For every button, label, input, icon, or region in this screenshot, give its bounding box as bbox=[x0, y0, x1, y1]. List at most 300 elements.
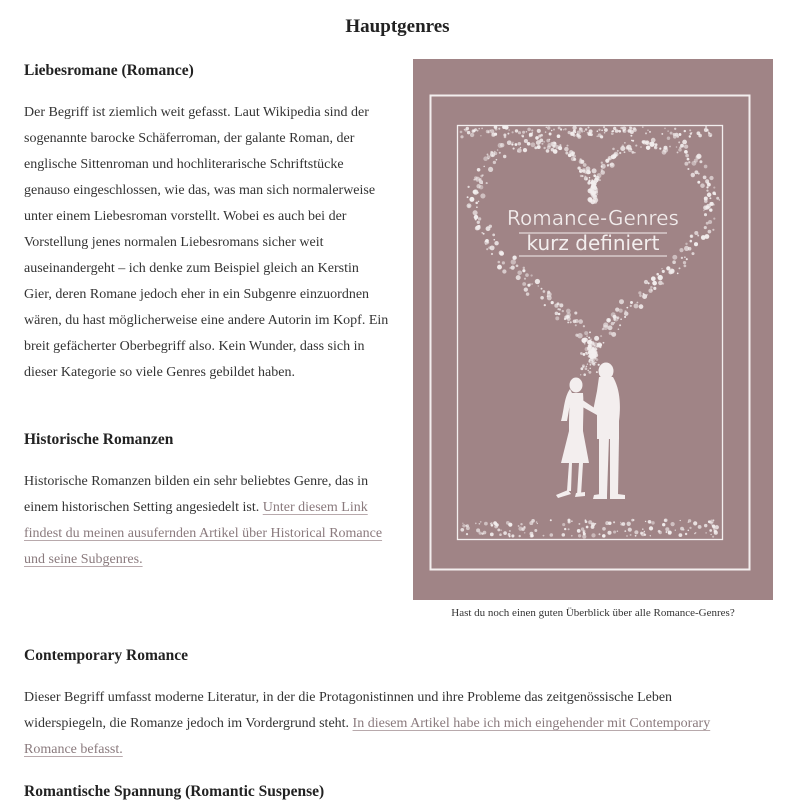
star-dot bbox=[581, 338, 586, 343]
star-dot bbox=[640, 533, 642, 535]
star-dot bbox=[704, 128, 708, 132]
star-dot bbox=[518, 525, 520, 527]
star-dot bbox=[622, 126, 626, 130]
star-dot bbox=[603, 342, 605, 344]
star-dot bbox=[523, 267, 525, 269]
star-dot bbox=[634, 304, 639, 309]
star-dot bbox=[537, 285, 539, 287]
star-dot bbox=[613, 521, 615, 523]
star-dot bbox=[588, 337, 590, 339]
star-dot bbox=[677, 273, 679, 275]
star-dot bbox=[553, 129, 555, 131]
star-dot bbox=[653, 287, 656, 290]
star-dot bbox=[479, 523, 481, 525]
star-dot bbox=[596, 345, 598, 347]
star-dot bbox=[703, 210, 704, 211]
star-dot bbox=[668, 531, 672, 535]
star-dot bbox=[566, 309, 571, 314]
star-dot bbox=[679, 533, 683, 537]
star-dot bbox=[586, 170, 590, 174]
star-dot bbox=[710, 135, 712, 137]
cover-title-line-1: Romance-Genres bbox=[507, 206, 679, 230]
star-dot bbox=[680, 527, 684, 531]
star-dot bbox=[678, 133, 681, 136]
star-dot bbox=[531, 283, 532, 284]
star-dot bbox=[603, 126, 605, 128]
star-dot bbox=[658, 530, 661, 533]
star-dot bbox=[496, 159, 498, 161]
star-dot bbox=[608, 325, 613, 330]
star-dot bbox=[583, 532, 586, 535]
star-dot bbox=[690, 240, 693, 243]
star-dot bbox=[686, 258, 688, 260]
star-dot bbox=[575, 324, 577, 326]
star-dot bbox=[606, 318, 611, 323]
star-dot bbox=[712, 229, 714, 231]
star-dot bbox=[512, 256, 516, 260]
page-title: Hauptgenres bbox=[345, 16, 450, 37]
star-dot bbox=[630, 534, 632, 536]
star-dot bbox=[583, 353, 586, 356]
star-dot bbox=[648, 289, 652, 293]
star-dot bbox=[489, 130, 491, 132]
star-dot bbox=[630, 135, 632, 137]
star-dot bbox=[503, 133, 506, 136]
star-dot bbox=[628, 528, 632, 532]
star-dot bbox=[611, 332, 616, 337]
star-dot bbox=[704, 165, 708, 169]
star-dot bbox=[611, 154, 616, 159]
star-dot bbox=[646, 294, 647, 295]
star-dot bbox=[675, 530, 676, 531]
star-dot bbox=[716, 197, 719, 200]
star-dot bbox=[650, 535, 651, 536]
star-dot bbox=[580, 374, 581, 375]
star-dot bbox=[562, 533, 566, 537]
section-body-contemporary bbox=[24, 685, 744, 763]
star-dot bbox=[484, 522, 488, 526]
star-dot bbox=[474, 215, 479, 220]
star-dot bbox=[684, 144, 688, 148]
star-dot bbox=[540, 134, 543, 137]
star-dot bbox=[480, 135, 481, 136]
star-dot bbox=[589, 368, 590, 369]
star-dot bbox=[585, 367, 588, 370]
star-dot bbox=[465, 525, 467, 527]
star-dot bbox=[709, 529, 712, 532]
star-dot bbox=[664, 518, 668, 522]
star-dot bbox=[599, 346, 601, 348]
star-dot bbox=[574, 311, 577, 314]
star-dot bbox=[648, 520, 652, 524]
star-dot bbox=[570, 321, 572, 323]
star-dot bbox=[585, 352, 587, 354]
star-dot bbox=[478, 201, 480, 203]
star-dot bbox=[588, 180, 590, 182]
star-dot bbox=[511, 259, 516, 264]
star-dot bbox=[588, 371, 591, 374]
star-dot bbox=[502, 269, 506, 273]
star-dot bbox=[647, 130, 648, 131]
star-dot bbox=[620, 127, 621, 128]
star-dot bbox=[705, 126, 707, 128]
star-dot bbox=[516, 264, 519, 267]
star-dot bbox=[691, 161, 696, 166]
star-dot bbox=[670, 522, 674, 526]
star-dot bbox=[699, 160, 702, 163]
star-dot bbox=[539, 138, 543, 142]
star-dot bbox=[697, 131, 701, 135]
star-dot bbox=[714, 193, 716, 195]
star-dot bbox=[585, 520, 588, 523]
star-dot bbox=[491, 253, 493, 255]
star-dot bbox=[658, 275, 663, 280]
star-dot bbox=[534, 529, 537, 532]
star-dot bbox=[630, 148, 632, 150]
star-dot bbox=[677, 135, 680, 138]
star-dot bbox=[676, 146, 678, 148]
star-dot bbox=[631, 519, 634, 522]
star-dot bbox=[502, 261, 505, 264]
star-dot bbox=[684, 265, 687, 268]
star-dot bbox=[687, 168, 689, 170]
star-dot bbox=[619, 299, 624, 304]
star-dot bbox=[583, 163, 587, 167]
star-dot bbox=[601, 129, 603, 131]
star-dot bbox=[467, 203, 472, 208]
star-dot bbox=[541, 143, 543, 145]
star-dot bbox=[642, 126, 644, 128]
star-dot bbox=[511, 266, 515, 270]
star-dot bbox=[523, 148, 527, 152]
star-dot bbox=[466, 533, 468, 535]
star-dot bbox=[547, 126, 550, 129]
star-dot bbox=[664, 128, 666, 130]
star-dot bbox=[635, 145, 637, 147]
star-dot bbox=[691, 252, 694, 255]
star-dot bbox=[698, 525, 702, 529]
star-dot bbox=[591, 179, 593, 181]
star-dot bbox=[467, 186, 469, 188]
star-dot bbox=[642, 140, 646, 144]
star-dot bbox=[494, 241, 498, 245]
star-dot bbox=[715, 525, 719, 529]
star-dot bbox=[535, 279, 540, 284]
star-dot bbox=[591, 190, 595, 194]
star-dot bbox=[590, 187, 592, 189]
star-dot bbox=[684, 162, 688, 166]
star-dot bbox=[624, 316, 626, 318]
star-dot bbox=[706, 189, 708, 191]
star-dot bbox=[618, 328, 620, 330]
star-dot bbox=[526, 292, 529, 295]
star-dot bbox=[543, 141, 545, 143]
star-dot bbox=[519, 535, 521, 537]
star-dot bbox=[656, 273, 659, 276]
star-dot bbox=[658, 281, 663, 286]
star-dot bbox=[608, 522, 611, 525]
star-dot bbox=[587, 181, 591, 185]
star-dot bbox=[558, 313, 561, 316]
star-dot bbox=[575, 132, 576, 133]
star-dot bbox=[543, 290, 546, 293]
star-dot bbox=[612, 148, 615, 151]
star-dot bbox=[704, 199, 708, 203]
star-dot bbox=[624, 310, 626, 312]
star-dot bbox=[524, 278, 526, 280]
star-dot bbox=[580, 352, 583, 355]
star-dot bbox=[667, 130, 668, 131]
star-dot bbox=[601, 164, 606, 169]
star-dot bbox=[619, 324, 621, 326]
star-dot bbox=[603, 322, 608, 327]
star-dot bbox=[475, 523, 477, 525]
star-dot bbox=[500, 529, 502, 531]
contemporary-romance-article-link[interactable]: In diesem Artikel habe ich mich eingehender mit Contemporary Romance befasst. bbox=[24, 716, 711, 757]
star-dot bbox=[713, 528, 715, 530]
star-dot bbox=[583, 325, 585, 327]
star-dot bbox=[476, 206, 478, 208]
star-dot bbox=[610, 162, 614, 166]
star-dot bbox=[580, 367, 583, 370]
star-dot bbox=[464, 129, 466, 131]
star-dot bbox=[584, 130, 585, 131]
star-dot bbox=[620, 522, 621, 523]
section-heading-romantic-suspense: Romantische Spannung (Romantic Suspense) bbox=[24, 783, 325, 800]
star-dot bbox=[562, 523, 565, 526]
star-dot bbox=[611, 322, 615, 326]
star-dot bbox=[513, 148, 515, 150]
section-body-romance: Der Begriff ist ziemlich weit gefasst. Laut Wikipedia sind der sogenannte barocke Schäferroman, der galante Roman, der englische Sittenroman und hochliterarische Schriftstücke genauso eingeschlossen, wie das, was man sich normalerweise unter einem Liebesroman vorstellt. Wobei es auch bei der Vorstellung jenes normalen Liebesromans sicher weit auseinandergeht – ich denke zum Beispiel gleich an Kerstin Gier, deren Romane jedoch eher in ein Subgenre einzuordnen wären, du hast möglicherweise eine andere Autorin im Kopf. Ein breit gefächerter Oberbegriff also. Kein Wunder, dass sich in dieser Kategorie so viele Genres gebildet haben. bbox=[24, 105, 389, 380]
star-dot bbox=[587, 197, 592, 202]
star-dot bbox=[631, 151, 634, 154]
star-dot bbox=[650, 286, 653, 289]
star-dot bbox=[697, 235, 699, 237]
star-dot bbox=[564, 528, 566, 530]
star-dot bbox=[634, 152, 636, 154]
star-dot bbox=[559, 308, 561, 310]
star-dot bbox=[598, 129, 600, 131]
star-dot bbox=[646, 145, 651, 150]
star-dot bbox=[486, 226, 491, 231]
star-dot bbox=[684, 130, 686, 132]
star-dot bbox=[651, 521, 654, 524]
star-dot bbox=[683, 261, 686, 264]
star-dot bbox=[524, 532, 526, 534]
star-dot bbox=[705, 532, 707, 534]
star-dot bbox=[705, 179, 709, 183]
star-dot bbox=[600, 170, 605, 175]
star-dot bbox=[563, 129, 564, 130]
star-dot bbox=[537, 145, 541, 149]
star-dot bbox=[596, 371, 598, 373]
star-dot bbox=[598, 364, 600, 366]
star-dot bbox=[545, 131, 546, 132]
star-dot bbox=[701, 235, 706, 240]
star-dot bbox=[466, 526, 470, 530]
star-dot bbox=[575, 334, 578, 337]
star-dot bbox=[691, 173, 695, 177]
star-dot bbox=[478, 225, 481, 228]
star-dot bbox=[591, 533, 595, 537]
star-dot bbox=[567, 317, 571, 321]
star-dot bbox=[596, 182, 597, 183]
star-dot bbox=[608, 158, 610, 160]
star-dot bbox=[681, 257, 683, 259]
star-dot bbox=[507, 140, 512, 145]
star-dot bbox=[527, 128, 531, 132]
star-dot bbox=[520, 147, 521, 148]
star-dot bbox=[499, 152, 501, 154]
star-dot bbox=[630, 301, 633, 304]
star-dot bbox=[597, 130, 599, 132]
star-dot bbox=[624, 142, 625, 143]
star-dot bbox=[649, 131, 651, 133]
section-body-contemporary-text: Dieser Begriff umfasst moderne Literatur, in der die Protagonistinnen und ihre Probleme das zeitgenössische Leben widerspiegeln, die Romanze jedoch im Vordergrund steht. bbox=[24, 690, 673, 731]
star-dot bbox=[651, 276, 656, 281]
star-dot bbox=[704, 226, 707, 229]
star-dot bbox=[662, 283, 664, 285]
star-dot bbox=[585, 128, 587, 130]
star-dot bbox=[711, 534, 712, 535]
star-dot bbox=[632, 140, 634, 142]
star-dot bbox=[615, 308, 619, 312]
star-dot bbox=[531, 132, 533, 134]
star-dot bbox=[511, 143, 513, 145]
star-dot bbox=[508, 533, 511, 536]
star-dot bbox=[577, 529, 581, 533]
star-dot bbox=[602, 527, 606, 531]
star-dot bbox=[506, 521, 510, 525]
star-dot bbox=[618, 130, 621, 133]
star-dot bbox=[551, 142, 556, 147]
section-heading-historical: Historische Romanzen bbox=[24, 431, 174, 448]
star-dot bbox=[479, 531, 482, 534]
star-dot bbox=[549, 133, 552, 136]
cover-title-line-2: kurz definiert bbox=[526, 231, 660, 255]
star-dot bbox=[578, 523, 580, 525]
star-dot bbox=[709, 197, 711, 199]
star-dot bbox=[522, 269, 525, 272]
star-dot bbox=[587, 347, 591, 351]
star-dot bbox=[499, 533, 502, 536]
historical-romance-article-link[interactable]: Unter diesem Link findest du meinen ausufernden Artikel über Historical Romance und seine Subgenres. bbox=[24, 500, 383, 567]
star-dot bbox=[634, 530, 638, 534]
star-dot bbox=[586, 178, 588, 180]
star-dot bbox=[537, 129, 541, 133]
star-dot bbox=[639, 304, 644, 309]
star-dot bbox=[706, 186, 708, 188]
star-dot bbox=[661, 268, 662, 269]
star-dot bbox=[530, 142, 535, 147]
star-dot bbox=[493, 239, 495, 241]
star-dot bbox=[493, 521, 497, 525]
star-dot bbox=[635, 535, 637, 537]
star-dot bbox=[518, 142, 521, 145]
star-dot bbox=[594, 349, 596, 351]
star-dot bbox=[687, 529, 689, 531]
section-heading-romance: Liebesromane (Romance) bbox=[24, 62, 194, 79]
star-dot bbox=[685, 154, 689, 158]
star-dot bbox=[619, 152, 621, 154]
star-dot bbox=[481, 232, 483, 234]
star-dot bbox=[604, 128, 608, 132]
star-dot bbox=[480, 175, 483, 178]
star-dot bbox=[588, 520, 592, 524]
star-dot bbox=[460, 131, 463, 134]
section-body-historical bbox=[24, 469, 386, 573]
section-body-historical-text: Historische Romanzen bilden ein sehr beliebtes Genre, das in einem historischen Setting angesiedelt ist. bbox=[24, 474, 369, 515]
star-dot bbox=[567, 321, 569, 323]
star-dot bbox=[613, 127, 616, 130]
star-dot bbox=[644, 531, 645, 532]
star-dot bbox=[696, 154, 701, 159]
star-dot bbox=[481, 128, 483, 130]
star-dot bbox=[704, 213, 707, 216]
star-dot bbox=[478, 128, 480, 130]
star-dot bbox=[527, 284, 530, 287]
star-dot bbox=[487, 154, 489, 156]
star-dot bbox=[607, 531, 611, 535]
star-dot bbox=[690, 133, 692, 135]
star-dot bbox=[687, 158, 690, 161]
star-dot bbox=[568, 153, 572, 157]
star-dot bbox=[535, 136, 539, 140]
star-dot bbox=[586, 526, 589, 529]
star-dot bbox=[525, 273, 529, 277]
star-dot bbox=[516, 275, 521, 280]
star-dot bbox=[590, 133, 593, 136]
star-dot bbox=[490, 533, 494, 537]
star-dot bbox=[598, 344, 601, 347]
star-dot bbox=[578, 319, 583, 324]
star-dot bbox=[685, 533, 687, 535]
star-dot bbox=[565, 151, 568, 154]
star-dot bbox=[485, 243, 486, 244]
star-dot bbox=[709, 521, 712, 524]
star-dot bbox=[477, 221, 480, 224]
star-dot bbox=[586, 366, 588, 368]
star-dot bbox=[478, 217, 481, 220]
star-dot bbox=[486, 130, 490, 134]
star-dot bbox=[601, 162, 603, 164]
star-dot bbox=[508, 129, 509, 130]
star-dot bbox=[568, 528, 570, 530]
star-dot bbox=[707, 193, 712, 198]
star-dot bbox=[689, 135, 691, 137]
star-dot bbox=[708, 220, 712, 224]
star-dot bbox=[689, 129, 691, 131]
image-caption: Hast du noch einen guten Überblick über alle Romance-Genres? bbox=[451, 607, 735, 619]
star-dot bbox=[554, 304, 558, 308]
star-dot bbox=[462, 524, 465, 527]
star-dot bbox=[469, 197, 474, 202]
star-dot bbox=[555, 316, 559, 320]
star-dot bbox=[546, 139, 550, 143]
star-dot bbox=[490, 523, 492, 525]
star-dot bbox=[665, 527, 669, 531]
star-dot bbox=[626, 535, 627, 536]
star-dot bbox=[566, 145, 568, 147]
star-dot bbox=[592, 363, 595, 366]
star-dot bbox=[638, 291, 641, 294]
star-dot bbox=[480, 521, 482, 523]
star-dot bbox=[555, 312, 559, 316]
star-dot bbox=[588, 355, 590, 357]
star-dot bbox=[662, 270, 665, 273]
star-dot bbox=[512, 131, 514, 133]
star-dot bbox=[661, 133, 663, 135]
